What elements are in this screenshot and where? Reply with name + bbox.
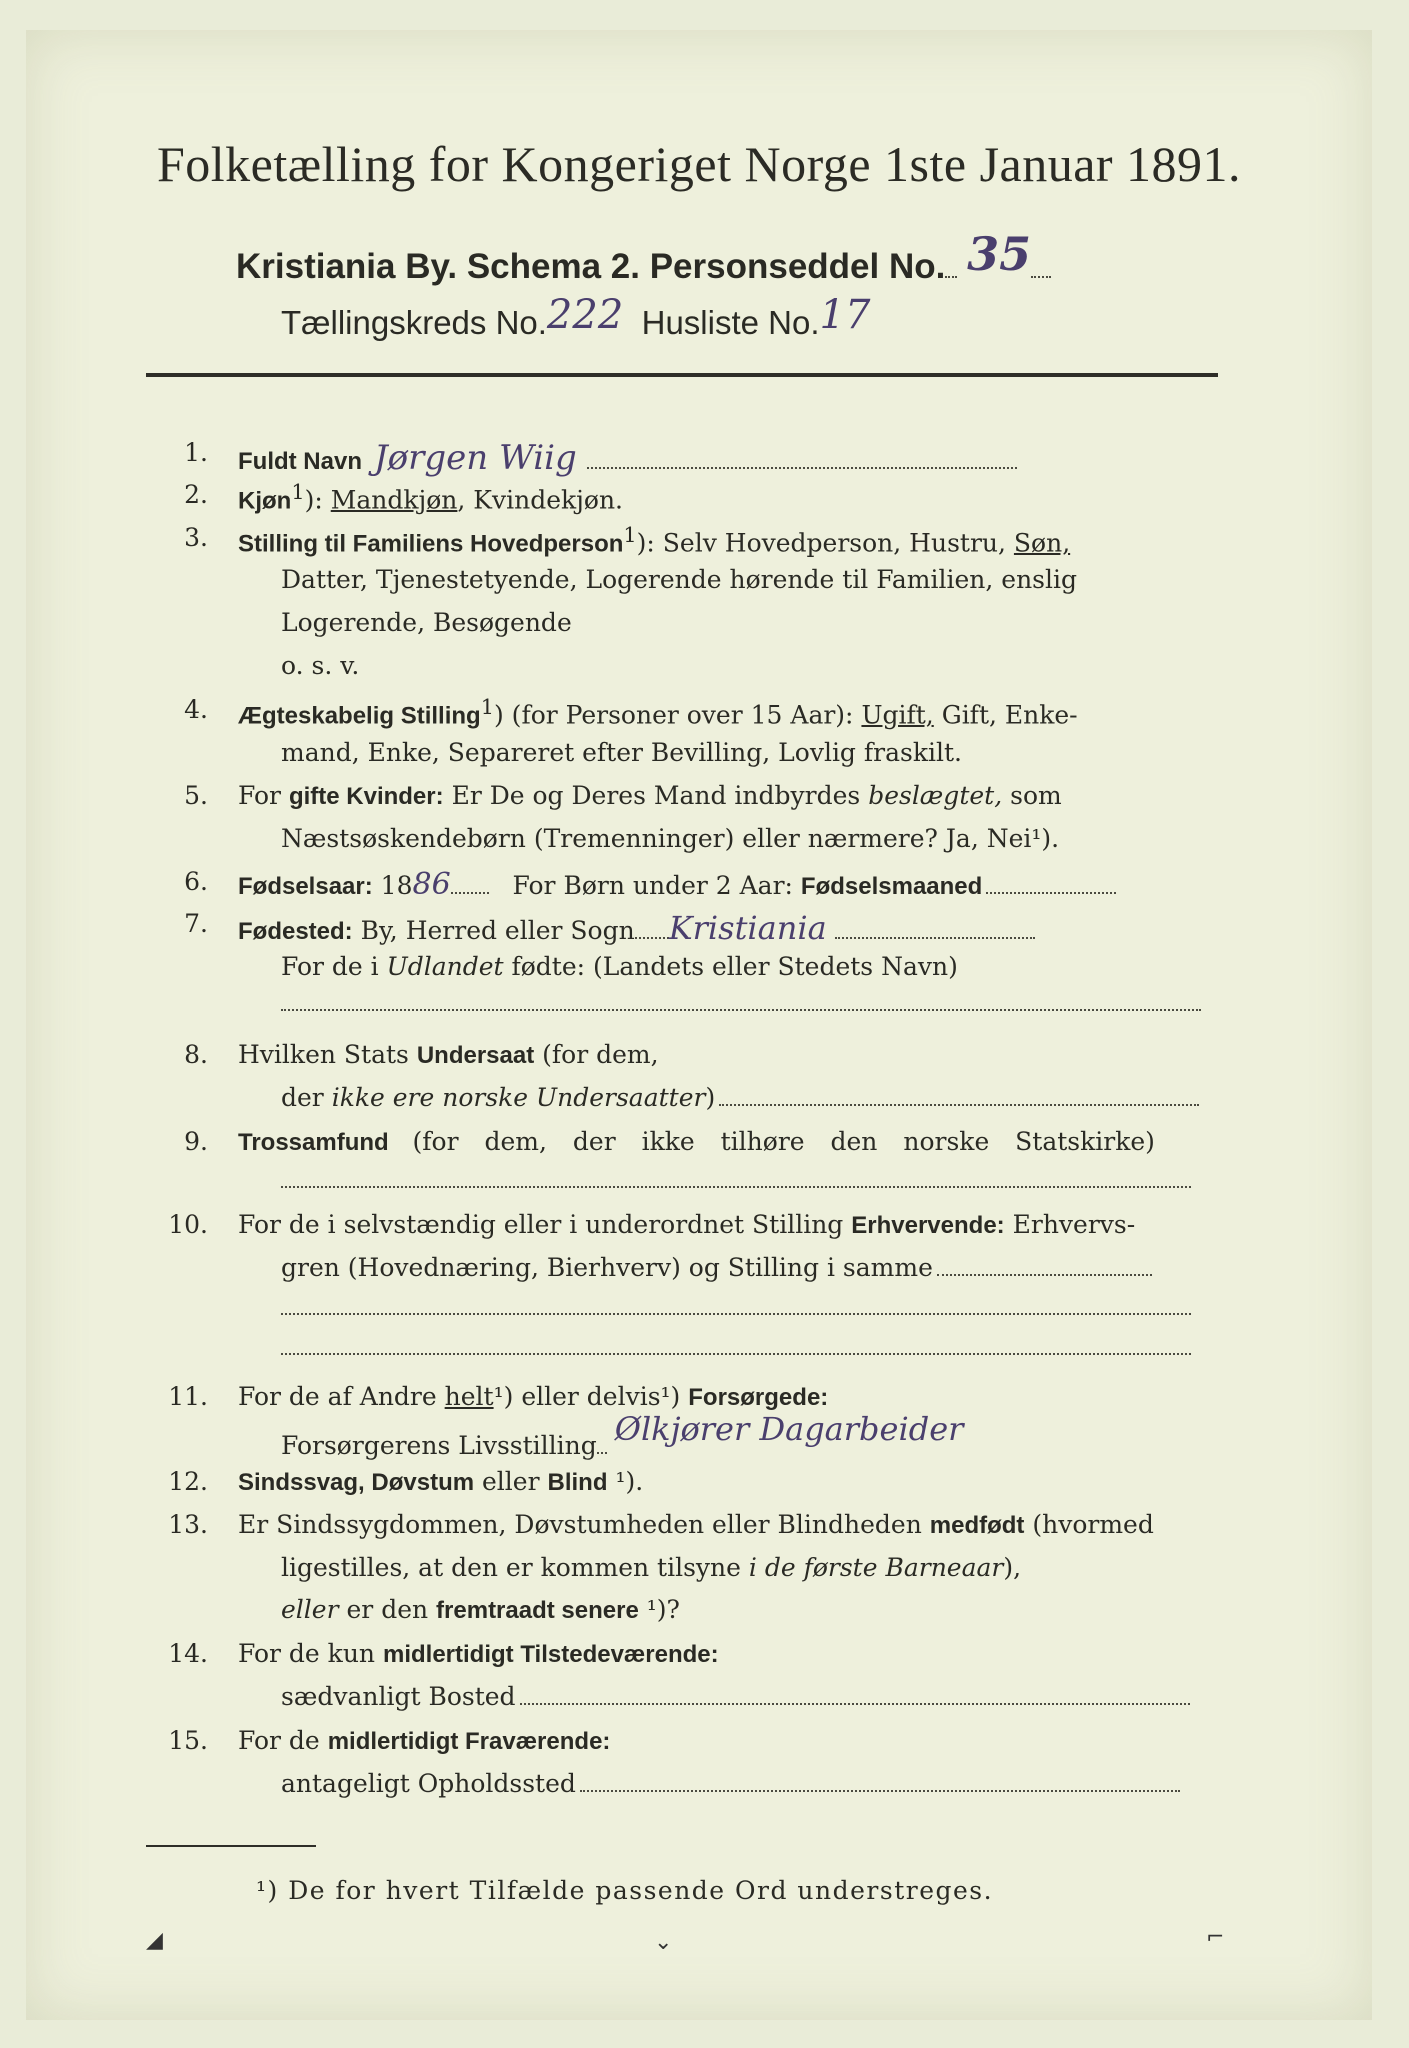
item-label: Forsørgede: (688, 1384, 829, 1411)
husliste-number: 17 (819, 292, 871, 338)
item-text: eller (281, 1595, 339, 1624)
schema-line-text: Kristiania By. Schema 2. Personseddel No. (236, 247, 946, 286)
item-number: 10. (168, 1210, 208, 1239)
item-text: Gift, Enke- (941, 700, 1078, 730)
item-text: Logerende, Besøgende (281, 608, 572, 637)
item-text: Hvilken Stats (238, 1040, 409, 1069)
footnote-ref: 1 (291, 480, 305, 504)
item-text: er den (346, 1595, 429, 1624)
item-number: 4. (184, 695, 208, 724)
item-number: 3. (184, 523, 208, 552)
item-text: (hvormed (1032, 1510, 1154, 1539)
item-text: gren (Hovednæring, Bierhverv) og Stilling i samme (281, 1253, 933, 1282)
item-text: For de i (281, 952, 379, 981)
item-number: 14. (168, 1639, 208, 1668)
item-label: gifte Kvinder: (288, 783, 444, 810)
item-label: Fuldt Navn (238, 448, 362, 475)
selected-option: Ugift, (861, 700, 934, 730)
item-text: mand, Enke, Separeret efter Bevilling, Lovlig fraskilt. (281, 738, 962, 767)
item-number: 9. (184, 1127, 208, 1156)
item-label: Ægteskabelig Stilling (238, 702, 481, 730)
item-text: ikke ere norske Undersaatter (331, 1083, 706, 1112)
selected-option: helt (444, 1382, 494, 1411)
personseddel-number: 35 (967, 227, 1032, 281)
item-label: Trossamfund (238, 1129, 389, 1156)
item-text: ): (304, 485, 323, 515)
provider-occupation-answer: Ølkjører Dagarbeider (614, 1410, 964, 1448)
item-number: 2. (184, 480, 208, 509)
item-text: Er De og Deres Mand indbyrdes (451, 781, 861, 810)
footnote: ¹) De for hvert Tilfælde passende Ord understreges. (256, 1876, 994, 1905)
selected-option: Søn, (1013, 528, 1071, 558)
item-text: For de af Andre (238, 1382, 437, 1411)
item-number: 6. (184, 867, 208, 896)
item-text: ¹)? (646, 1595, 680, 1624)
item-text: Næstsøskendebørn (Tremenninger) eller nærmere? Ja, Nei¹). (281, 824, 1060, 853)
item-label: Kjøn (238, 487, 292, 515)
item-text: ) (705, 1083, 716, 1112)
footnote-ref: 1 (623, 523, 637, 547)
item-text: ligestilles, at den er kommen tilsyne (281, 1553, 741, 1582)
item-text: i de første Barneaar (748, 1553, 1004, 1582)
item-text: beslægtet, (868, 781, 1003, 810)
item-text: som (1010, 781, 1062, 810)
item-number: 15. (168, 1726, 208, 1755)
husliste-label: Husliste No. (641, 304, 820, 341)
item-label: midlertidigt Fraværende: (327, 1728, 611, 1755)
item-number: 11. (168, 1382, 208, 1411)
item-number: 7. (184, 909, 208, 938)
item-text: ): Selv Hovedperson, Hustru, (636, 528, 1006, 558)
item-text: For de (238, 1726, 320, 1755)
item-label: Undersaat (416, 1042, 535, 1069)
item-label: medfødt (929, 1512, 1025, 1539)
item-label: Stilling til Familiens Hovedperson (238, 530, 624, 558)
item-label: Fødested: (238, 918, 353, 945)
item-text: Er Sindssygdommen, Døvstumheden eller Blindheden (238, 1510, 922, 1539)
birthplace-answer: Kristiania (668, 909, 827, 947)
header-rule (146, 373, 1218, 377)
item-label: Blind (547, 1469, 608, 1496)
item-text: For de i selvstændig eller i underordnet Stilling (238, 1210, 844, 1239)
kreds-number: 222 (546, 292, 624, 338)
item-text: For Børn under 2 Aar: (512, 871, 793, 900)
center-mark-icon: ⌄ (654, 1930, 673, 1955)
item-text: o. s. v. (281, 651, 360, 680)
item-text: ), (1003, 1553, 1022, 1582)
item-text: (for dem, der ikke tilhøre den norske Statskirke) (412, 1127, 1155, 1156)
item-label: Fødselsmaaned (800, 873, 983, 900)
item-label: fremtraadt senere (436, 1597, 639, 1624)
item-text: ¹). (615, 1467, 644, 1496)
kreds-label: Tællingskreds No. (281, 304, 547, 341)
item-number: 13. (168, 1510, 208, 1539)
corner-mark-icon: ◢ (146, 1928, 163, 1953)
schema-line (236, 227, 1051, 289)
item-label: midlertidigt Tilstedeværende: (382, 1641, 719, 1668)
item-text: Udlandet (386, 952, 504, 981)
footnote-ref: 1 (480, 695, 494, 719)
form-title: Folketælling for Kongeriget Norge 1ste Januar 1891. (156, 136, 1242, 192)
item-number: 8. (184, 1040, 208, 1069)
item-label: Sindssvag, Døvstum (238, 1469, 475, 1496)
item-number: 5. (184, 781, 208, 810)
item-text: sædvanligt Bosted (281, 1682, 516, 1711)
selected-option: Mandkjøn (330, 485, 458, 515)
item-text: eller (482, 1467, 540, 1496)
item-text: der (281, 1083, 324, 1112)
item-text: ) (for Personer over 15 Aar): (493, 700, 854, 730)
item-text: Datter, Tjenestetyende, Logerende hørende til Familien, enslig (281, 565, 1078, 594)
item-text: , Kvindekjøn. (457, 485, 623, 515)
item-number: 12. (168, 1467, 208, 1496)
item-text: For (238, 781, 281, 810)
item-number: 1. (184, 438, 208, 467)
census-form-page (26, 30, 1372, 2020)
item-text: fødte: (Landets eller Stedets Navn) (511, 952, 958, 981)
corner-mark-icon: ⌐ (1206, 1925, 1225, 1950)
year-prefix: 18 (380, 871, 413, 900)
item-label: Fødselsaar: (238, 873, 373, 900)
kreds-line (281, 292, 871, 344)
item-label: Erhvervende: (851, 1212, 1005, 1239)
name-answer: Jørgen Wiig (374, 438, 577, 478)
item-text: (for dem, (542, 1040, 659, 1069)
item-text: For de kun (238, 1639, 376, 1668)
item-text: Erhvervs- (1012, 1210, 1136, 1239)
birth-year-answer: 86 (412, 867, 451, 902)
item-text: antageligt Opholdssted (281, 1769, 576, 1798)
item-text: Forsørgerens Livsstilling (281, 1431, 597, 1460)
item-text: By, Herred eller Sogn (360, 916, 635, 945)
item-text: ¹) eller delvis¹) (493, 1382, 681, 1411)
footnote-rule (146, 1845, 316, 1847)
